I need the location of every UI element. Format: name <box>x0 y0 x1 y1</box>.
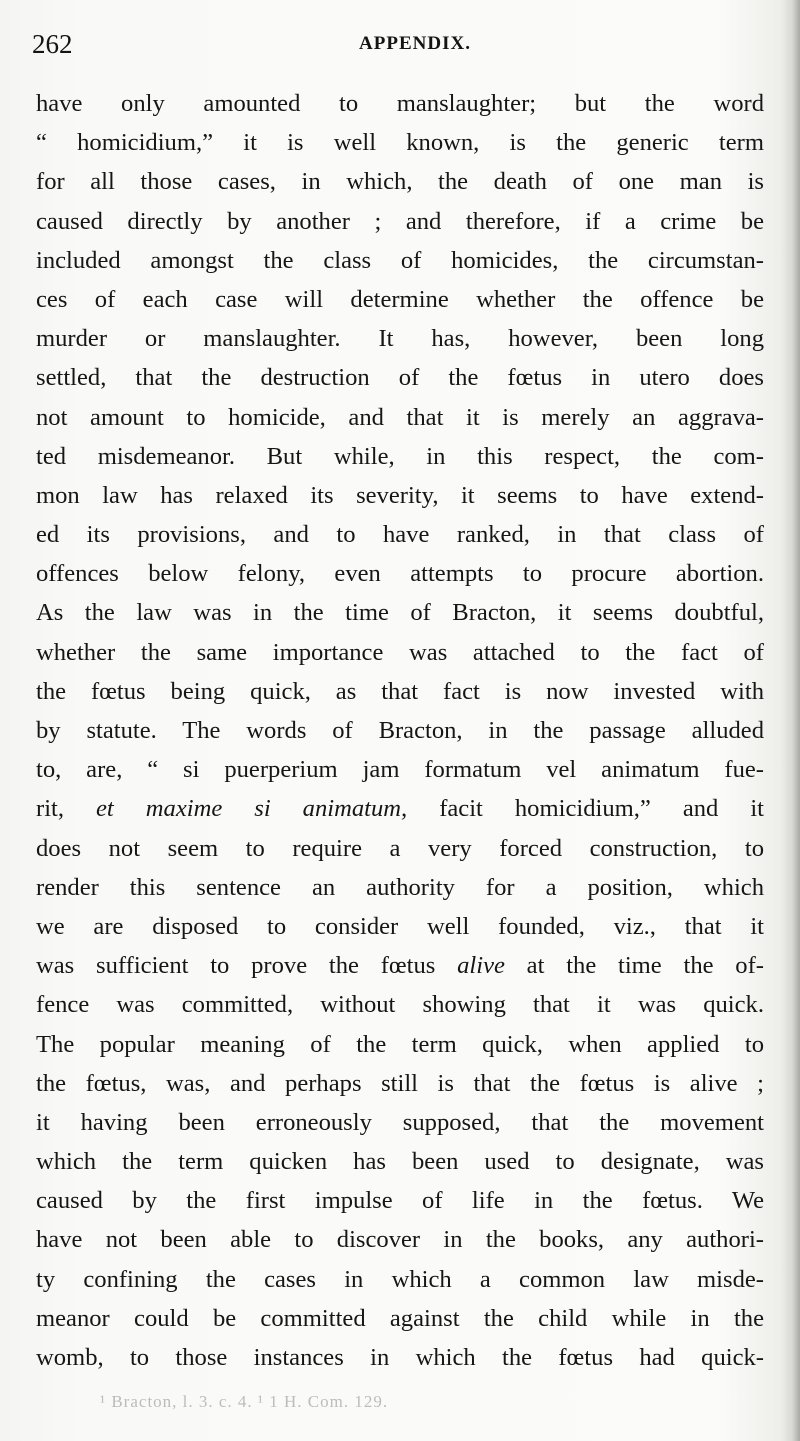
text-run: rit, <box>36 795 97 823</box>
text-line: murder or manslaughter. It has, however, been long <box>36 325 764 353</box>
running-head: APPENDIX. <box>359 33 471 54</box>
text-line: have not been able to discover in the books, any authori- <box>36 1226 764 1254</box>
text-line-with-italic <box>36 946 764 985</box>
page-edge-shadow <box>780 0 800 1441</box>
text-line-with-italic <box>36 789 764 828</box>
bleed-through-footnote: ¹ Bracton, l. 3. c. 4. ¹ 1 H. Com. 129. <box>100 1392 389 1411</box>
text-run: at the time the of- <box>504 952 764 980</box>
text-line: we are disposed to consider well founded, viz., that it <box>36 912 764 940</box>
body-text <box>36 84 764 1377</box>
italic-phrase: et maxime si animatum, <box>96 795 408 823</box>
text-line: settled, that the destruction of the fœtus in utero does <box>36 364 764 392</box>
text-line: meanor could be committed against the child while in the <box>36 1304 764 1332</box>
text-line: womb, to those instances in which the fœtus had quick- <box>36 1344 764 1371</box>
text-line: not amount to homicide, and that it is merely an aggrava- <box>36 403 764 431</box>
text-line: As the law was in the time of Bracton, it seems doubtful, <box>36 599 764 627</box>
text-run: facit homicidium,” and it <box>407 795 764 823</box>
text-line: for all those cases, in which, the death of one man is <box>36 168 764 196</box>
text-run: was sufficient to prove the fœtus <box>36 952 458 980</box>
page-number: 262 <box>32 29 73 59</box>
text-line: caused directly by another ; and therefore, if a crime be <box>36 207 764 235</box>
text-line: offences below felony, even attempts to procure abortion. <box>36 560 764 588</box>
italic-word: alive <box>457 952 505 980</box>
text-line: ty confining the cases in which a common law misde- <box>36 1265 764 1293</box>
text-line: “ homicidium,” it is well known, is the generic term <box>36 129 764 157</box>
text-line: does not seem to require a very forced construction, to <box>36 834 764 862</box>
text-line: included amongst the class of homicides, the circumstan- <box>36 246 764 274</box>
text-line: whether the same importance was attached to the fact of <box>36 638 764 666</box>
text-line: to, are, “ si puerperium jam formatum vel animatum fue- <box>36 756 764 784</box>
text-line: it having been erroneously supposed, that the movement <box>36 1108 764 1136</box>
text-line: The popular meaning of the term quick, when applied to <box>36 1030 764 1058</box>
text-line: ed its provisions, and to have ranked, in that class of <box>36 521 764 549</box>
text-line: fence was committed, without showing that it was quick. <box>36 991 764 1019</box>
text-line: the fœtus being quick, as that fact is now invested with <box>36 677 764 705</box>
page-header <box>32 28 768 68</box>
text-line: caused by the first impulse of life in the fœtus. We <box>36 1187 764 1215</box>
text-line: render this sentence an authority for a position, which <box>36 873 764 901</box>
text-line: mon law has relaxed its severity, it seems to have extend- <box>36 481 764 509</box>
text-line: which the term quicken has been used to designate, was <box>36 1148 764 1176</box>
text-line: have only amounted to manslaughter; but the word <box>36 90 764 117</box>
text-line: the fœtus, was, and perhaps still is that the fœtus is alive ; <box>36 1069 764 1097</box>
text-line: ted misdemeanor. But while, in this respect, the com- <box>36 442 764 470</box>
text-line: ces of each case will determine whether the offence be <box>36 285 764 313</box>
text-line: by statute. The words of Bracton, in the passage alluded <box>36 717 764 744</box>
